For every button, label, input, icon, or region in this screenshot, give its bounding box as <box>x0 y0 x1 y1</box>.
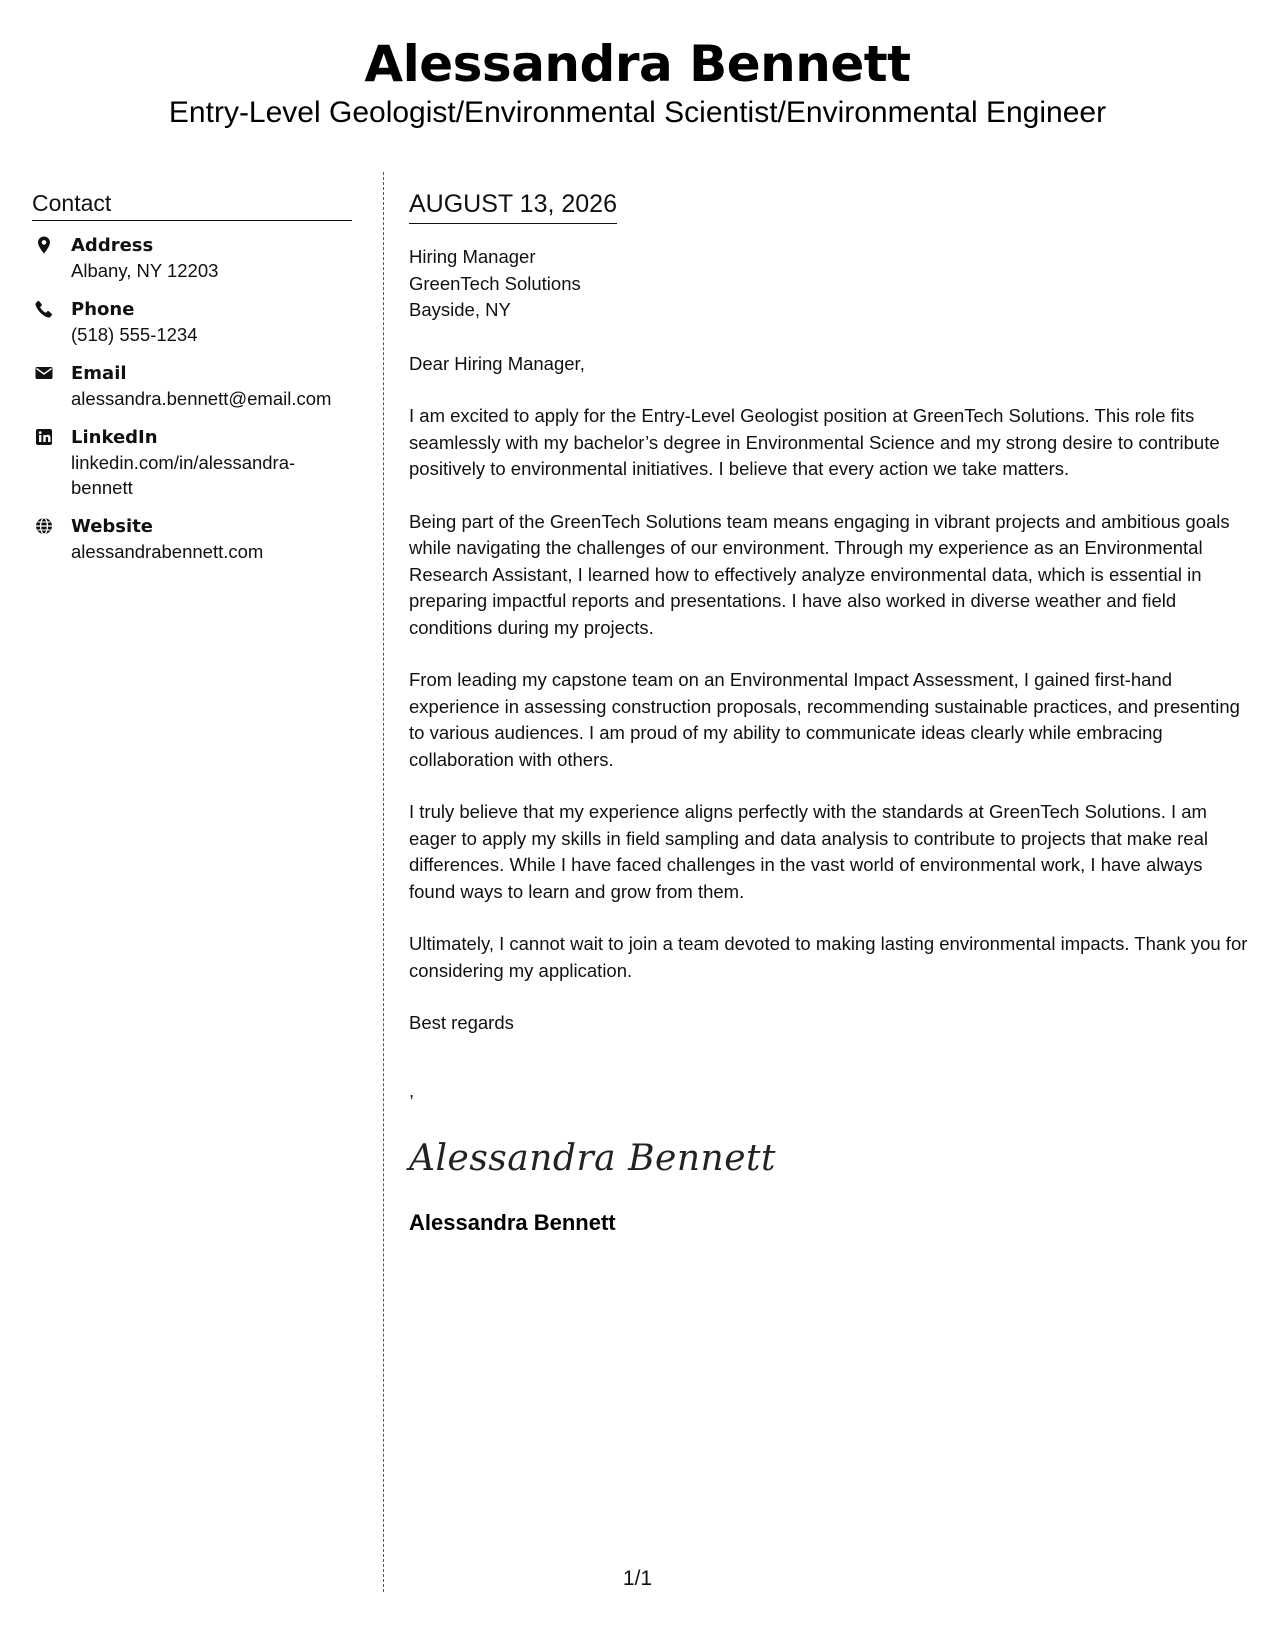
handwritten-signature: Alessandra Bennett <box>409 1137 776 1179</box>
contact-label-website: Website <box>71 516 154 537</box>
letter-date: AUGUST 13, 2026 <box>409 188 617 224</box>
recipient-name: Hiring Manager <box>409 246 536 267</box>
contact-label-phone: Phone <box>71 299 135 320</box>
closing-comma: , <box>409 1079 415 1101</box>
contact-item-phone <box>32 297 352 347</box>
contact-item-website <box>32 514 352 564</box>
letter-header <box>0 34 1275 132</box>
body-paragraph: Being part of the GreenTech Solutions team means engaging in vibrant projects and ambitious goals while navigating the challenges of our environment. Through my experience as an Environmental Research Assistant, I learned how to effectively analyze environmental data, which is essential in preparing impactful reports and presentations. I have also worked in diverse weather and field conditions during my projects. <box>409 510 1230 638</box>
body-paragraph: I truly believe that my experience aligns perfectly with the standards at GreenTech Solutions. I am eager to apply my skills in field sampling and data analysis to contribute to projects that make real differences. While I have faced challenges in the vast world of environmental work, I have always found ways to learn and grow from them. <box>409 801 1208 902</box>
body-paragraph: I am excited to apply for the Entry-Level Geologist position at GreenTech Solutions. This role fits seamlessly with my bachelor’s degree in Environmental Science and my strong desire to contribute positively to environmental initiatives. I believe that every action we take matters. <box>409 405 1220 479</box>
globe-icon <box>34 516 54 536</box>
linkedin-icon <box>34 427 54 447</box>
body-paragraph: Ultimately, I cannot wait to join a team devoted to making lasting environmental impacts. Thank you for considering my application. <box>409 933 1248 981</box>
salutation: Dear Hiring Manager, <box>409 352 585 374</box>
envelope-icon <box>34 363 54 383</box>
contact-item-address <box>32 233 352 283</box>
letter-body <box>409 188 1249 1237</box>
contact-label-email: Email <box>71 363 127 384</box>
phone-icon <box>34 299 54 319</box>
contact-sidebar <box>32 188 352 578</box>
contact-item-email <box>32 361 352 411</box>
contact-label-linkedin: LinkedIn <box>71 427 158 448</box>
closing-line: Best regards <box>409 1012 514 1033</box>
contact-value-phone: (518) 555-1234 <box>71 324 198 345</box>
recipient-location: Bayside, NY <box>409 299 511 320</box>
contact-item-linkedin <box>32 425 352 500</box>
recipient-block <box>409 244 1249 324</box>
recipient-company: GreenTech Solutions <box>409 272 581 294</box>
contact-value-linkedin: linkedin.com/in/alessandra-bennett <box>71 452 296 498</box>
contact-value-email: alessandra.bennett@email.com <box>71 388 332 409</box>
signer-name: Alessandra Bennett <box>409 1209 616 1235</box>
map-pin-icon <box>34 235 54 255</box>
page-number: 1/1 <box>622 1567 653 1590</box>
column-divider <box>383 172 384 1592</box>
contact-value-website: alessandrabennett.com <box>71 541 264 562</box>
contact-heading: Contact <box>32 188 352 221</box>
applicant-name: Alessandra Bennett <box>364 35 911 93</box>
contact-value-address: Albany, NY 12203 <box>71 260 219 281</box>
applicant-title: Entry-Level Geologist/Environmental Scientist/Environmental Engineer <box>168 96 1107 129</box>
contact-label-address: Address <box>71 235 154 256</box>
body-paragraph: From leading my capstone team on an Environmental Impact Assessment, I gained first-hand experience in assessing construction proposals, recommending sustainable practices, and presenting to various audiences. I am proud of my ability to communicate ideas clearly while embracing collaboration with others. <box>409 669 1240 770</box>
